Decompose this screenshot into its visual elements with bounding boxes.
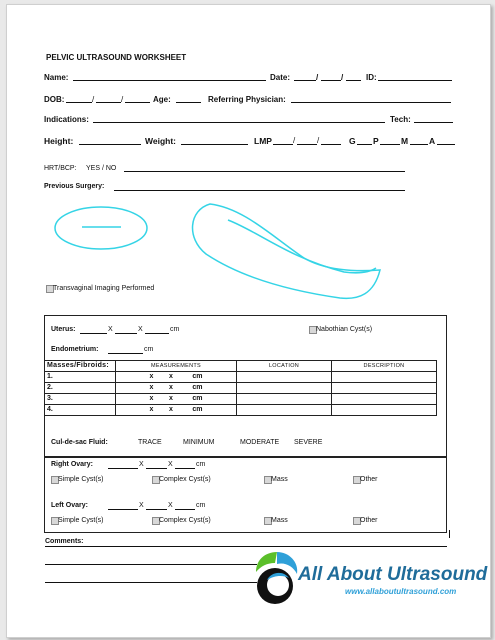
right-ovary-width-field[interactable] xyxy=(146,468,167,469)
lmp-month-field[interactable] xyxy=(273,144,293,145)
left-other-label: Other xyxy=(360,517,378,524)
age-label: Age: xyxy=(153,95,171,104)
description-cell[interactable] xyxy=(332,394,437,405)
endometrium-cm-unit: cm xyxy=(144,346,154,353)
date-separator: / xyxy=(316,73,319,82)
transvaginal-label: Transvaginal Imaging Performed xyxy=(53,285,155,292)
name-field[interactable] xyxy=(73,80,266,81)
fluid-option-trace[interactable]: TRACE xyxy=(138,439,162,446)
endometrium-label: Endometrium: xyxy=(51,346,99,353)
lmp-day-field[interactable] xyxy=(297,144,317,145)
table-header-row xyxy=(45,361,437,372)
left-ovary-label: Left Ovary: xyxy=(51,502,88,509)
left-ovary-depth-field[interactable] xyxy=(175,509,195,510)
lmp-year-field[interactable] xyxy=(321,144,341,145)
hrt-label: HRT/BCP: xyxy=(44,165,77,172)
logo-url[interactable]: www.allaboutultrasound.com xyxy=(345,587,457,596)
right-ovary-cm-unit: cm xyxy=(196,461,206,468)
left-mass-label: Mass xyxy=(271,517,288,524)
right-ovary-x: X xyxy=(168,461,173,468)
row-number: 2. xyxy=(45,383,116,394)
height-label: Height: xyxy=(44,136,74,146)
hrt-options[interactable]: YES / NO xyxy=(86,165,117,172)
column-header: LOCATION xyxy=(237,361,332,372)
id-label: ID: xyxy=(366,73,377,82)
date-label: Date: xyxy=(270,73,291,82)
comments-line-1[interactable] xyxy=(45,546,447,547)
right-simple-cyst-label: Simple Cyst(s) xyxy=(58,476,104,483)
endometrium-field[interactable] xyxy=(108,353,143,354)
ovaries-section-box xyxy=(44,457,447,533)
left-complex-cyst-label: Complex Cyst(s) xyxy=(159,517,211,524)
uterus-label: Uterus: xyxy=(51,326,76,333)
description-cell[interactable] xyxy=(332,405,437,416)
uterus-sketch-drawing xyxy=(184,198,384,303)
lmp-separator: / xyxy=(317,136,320,145)
margin-mark xyxy=(449,530,450,538)
nabothian-label: Nabothian Cyst(s) xyxy=(316,326,373,333)
previous-surgery-label: Previous Surgery: xyxy=(44,183,105,190)
weight-label: Weight: xyxy=(145,136,177,146)
right-mass-label: Mass xyxy=(271,476,288,483)
right-ovary-x: X xyxy=(139,461,144,468)
date-month-field[interactable] xyxy=(294,80,316,81)
column-header: DESCRIPTION xyxy=(332,361,437,372)
dob-day-field[interactable] xyxy=(96,102,121,103)
measurement-cell[interactable]: x x cm xyxy=(116,372,237,383)
row-number: 4. xyxy=(45,405,116,416)
location-cell[interactable] xyxy=(237,405,332,416)
uterus-cm-unit: cm xyxy=(170,326,180,333)
location-cell[interactable] xyxy=(237,372,332,383)
id-field[interactable] xyxy=(378,80,452,81)
measurement-cell[interactable]: x x cm xyxy=(116,405,237,416)
dob-separator: / xyxy=(92,95,95,104)
right-ovary-label: Right Ovary: xyxy=(51,461,94,468)
lmp-label: LMP xyxy=(254,136,272,146)
left-ovary-cm-unit: cm xyxy=(196,502,206,509)
page-title: PELVIC ULTRASOUND WORKSHEET xyxy=(46,53,187,62)
weight-field[interactable] xyxy=(181,144,248,145)
lmp-separator: / xyxy=(293,136,296,145)
table-row xyxy=(45,394,437,405)
hrt-details-field[interactable] xyxy=(124,171,405,172)
dob-year-field[interactable] xyxy=(125,102,150,103)
height-field[interactable] xyxy=(79,144,141,145)
description-cell[interactable] xyxy=(332,383,437,394)
right-ovary-length-field[interactable] xyxy=(108,468,138,469)
para-field[interactable] xyxy=(380,144,400,145)
gravida-label: G xyxy=(349,136,356,146)
left-ovary-width-field[interactable] xyxy=(146,509,167,510)
miscarriage-label: M xyxy=(401,136,409,146)
abortion-field[interactable] xyxy=(437,144,455,145)
fluid-option-moderate[interactable]: MODERATE xyxy=(240,439,280,446)
location-cell[interactable] xyxy=(237,383,332,394)
cul-de-sac-label: Cul-de-sac Fluid: xyxy=(51,439,108,446)
abortion-label: A xyxy=(429,136,436,146)
dob-month-field[interactable] xyxy=(66,102,92,103)
row-number: 3. xyxy=(45,394,116,405)
measurement-cell[interactable]: x x cm xyxy=(116,383,237,394)
uterus-depth-field[interactable] xyxy=(145,333,169,334)
all-about-ultrasound-logo-icon xyxy=(253,550,301,608)
description-cell[interactable] xyxy=(332,372,437,383)
measurement-cell[interactable]: x x cm xyxy=(116,394,237,405)
row-number: 1. xyxy=(45,372,116,383)
name-label: Name: xyxy=(44,73,69,82)
right-other-label: Other xyxy=(360,476,378,483)
para-label: P xyxy=(373,136,379,146)
referring-physician-field[interactable] xyxy=(291,102,451,103)
masses-fibroids-table xyxy=(44,360,437,416)
comments-line-3[interactable] xyxy=(45,582,257,583)
uterus-width-field[interactable] xyxy=(115,333,137,334)
right-ovary-depth-field[interactable] xyxy=(175,468,195,469)
location-cell[interactable] xyxy=(237,394,332,405)
right-complex-cyst-label: Complex Cyst(s) xyxy=(159,476,211,483)
date-separator: / xyxy=(341,73,344,82)
tech-field[interactable] xyxy=(414,122,453,123)
logo-brand-name: All About Ultrasound xyxy=(298,564,488,585)
table-row xyxy=(45,405,437,416)
table-row xyxy=(45,372,437,383)
comments-label: Comments: xyxy=(45,538,84,545)
previous-surgery-field[interactable] xyxy=(114,190,405,191)
comments-line-2[interactable] xyxy=(45,564,257,565)
date-year-field[interactable] xyxy=(346,80,361,81)
fluid-option-severe[interactable]: SEVERE xyxy=(294,439,323,446)
ovary-sketch-drawing xyxy=(48,198,158,258)
gravida-field[interactable] xyxy=(357,144,372,145)
dob-label: DOB: xyxy=(44,95,65,104)
uterus-length-field[interactable] xyxy=(80,333,107,334)
left-simple-cyst-label: Simple Cyst(s) xyxy=(58,517,104,524)
uterus-x: X xyxy=(138,326,143,333)
column-header: Masses/Fibroids: xyxy=(45,361,116,372)
column-header: MEASUREMENTS xyxy=(116,361,237,372)
indications-label: Indications: xyxy=(44,115,89,124)
miscarriage-field[interactable] xyxy=(410,144,428,145)
fluid-option-minimum[interactable]: MINIMUM xyxy=(183,439,215,446)
indications-field[interactable] xyxy=(93,122,385,123)
left-ovary-length-field[interactable] xyxy=(108,509,138,510)
date-day-field[interactable] xyxy=(321,80,341,81)
tech-label: Tech: xyxy=(390,115,411,124)
left-ovary-x: X xyxy=(168,502,173,509)
dob-separator: / xyxy=(121,95,124,104)
age-field[interactable] xyxy=(176,102,201,103)
uterus-x: X xyxy=(108,326,113,333)
left-ovary-x: X xyxy=(139,502,144,509)
referring-physician-label: Referring Physician: xyxy=(208,95,286,104)
table-row xyxy=(45,383,437,394)
